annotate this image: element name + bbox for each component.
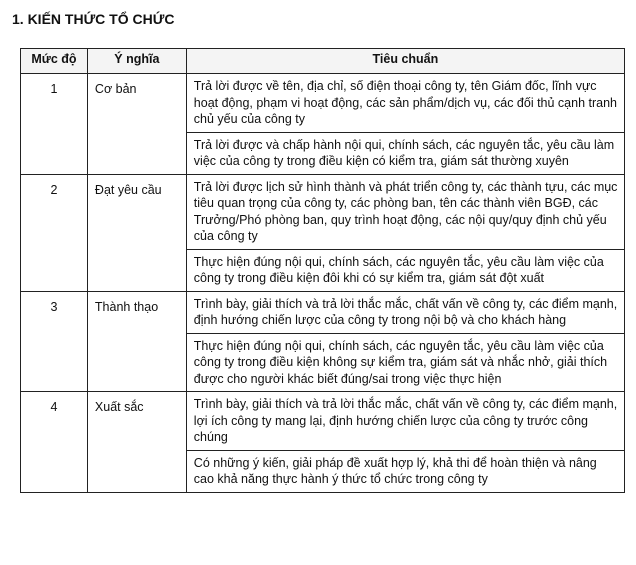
meaning-cell: Xuất sắc <box>87 392 186 493</box>
criteria-cell <box>186 392 624 493</box>
section-title: 1. KIẾN THỨC TỔ CHỨC <box>12 11 175 27</box>
criteria-cell <box>186 174 624 291</box>
table-row <box>21 291 625 392</box>
criteria-text: Trả lời được lịch sử hình thành và phát triển công ty, các thành tựu, các mục tiêu quan trọng của công ty, các phòng ban, tên các thành viên BGĐ, các Trưởng/Phó phòng ban, quy trình hoạt động, các nội quy/quy định chủ yếu của công ty <box>193 179 618 243</box>
table-header-row <box>21 49 625 74</box>
criteria-text: Thực hiện đúng nội qui, chính sách, các nguyên tắc, yêu cầu làm việc của công ty trong điều kiện đôi khi có sự kiểm tra, giám sát đột xuất <box>187 249 624 291</box>
header-level: Mức độ <box>21 49 88 74</box>
competency-table <box>20 48 625 493</box>
level-cell: 4 <box>21 392 88 493</box>
criteria-cell <box>186 291 624 392</box>
level-cell: 2 <box>21 174 88 291</box>
table-row <box>21 74 625 175</box>
table-row <box>21 392 625 493</box>
meaning-cell: Đạt yêu cầu <box>87 174 186 291</box>
header-meaning: Ý nghĩa <box>87 49 186 74</box>
meaning-cell: Cơ bản <box>87 74 186 175</box>
level-cell: 1 <box>21 74 88 175</box>
criteria-text: Có những ý kiến, giải pháp đề xuất hợp lý, khả thi để hoàn thiện và nâng cao khả năng thực hành ý thức tổ chức trong công ty <box>187 450 624 492</box>
criteria-text: Thực hiện đúng nội qui, chính sách, các nguyên tắc, yêu cầu làm việc của công ty trong điều kiện không sự kiểm tra, giám sát và nhắc nhở, giải thích được cho người khác biết đúng/sai trong việc thực hiện <box>187 333 624 392</box>
criteria-text: Trình bày, giải thích và trả lời thắc mắc, chất vấn về công ty, các điểm mạnh, lợi ích công ty mang lại, định hướng chiến lược của công ty trước công chúng <box>193 397 618 444</box>
table-row <box>21 174 625 291</box>
header-criteria: Tiêu chuẩn <box>186 49 624 74</box>
criteria-text: Trả lời được và chấp hành nội qui, chính sách, các nguyên tắc, yêu cầu làm việc của công ty trong điều kiện có kiểm tra, giám sát thường xuyên <box>187 132 624 174</box>
criteria-text: Trình bày, giải thích và trả lời thắc mắc, chất vấn về công ty, các điểm mạnh, định hướng chiến lược của công ty trong nội bộ và cho khách hàng <box>193 296 618 327</box>
level-cell: 3 <box>21 291 88 392</box>
criteria-text: Trả lời được về tên, địa chỉ, số điện thoại công ty, tên Giám đốc, lĩnh vực hoạt động, phạm vi hoạt động, các sản phẩm/dịch vụ, các đối thủ cạnh tranh chủ yếu của công ty <box>193 79 617 126</box>
criteria-cell <box>186 74 624 175</box>
meaning-cell: Thành thạo <box>87 291 186 392</box>
